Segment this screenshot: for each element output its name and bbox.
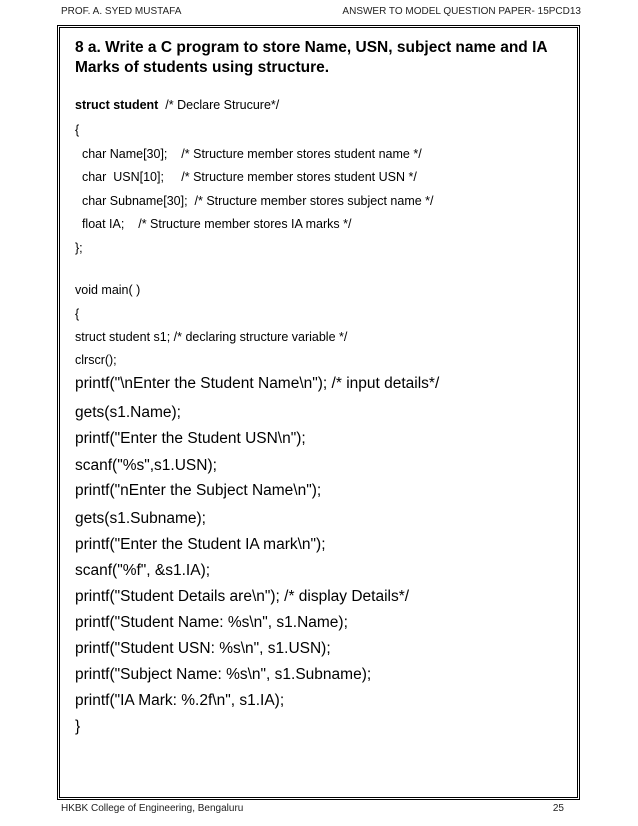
clrscr-call: clrscr(); — [75, 353, 117, 367]
code-line: scanf("%f", &s1.IA); — [75, 562, 211, 579]
struct-comment: /* Declare Strucure*/ — [165, 98, 280, 112]
code-line: gets(s1.Name); — [75, 404, 181, 421]
code-line: scanf("%s",s1.USN); — [75, 457, 217, 474]
footer-institution: HKBK College of Engineering, Bengaluru — [61, 803, 244, 814]
page-number: 25 — [552, 803, 564, 814]
question-title: 8 a. Write a C program to store Name, USN, subject name and IA Marks of students using structure. — [75, 39, 548, 76]
code-line: printf("nEnter the Subject Name\n"); — [75, 482, 322, 499]
code-line: printf("Subject Name: %s\n", s1.Subname); — [75, 666, 372, 683]
code-line: printf("Enter the Student USN\n"); — [75, 430, 306, 447]
header-document-title: ANSWER TO MODEL QUESTION PAPER- 15PCD13 — [342, 6, 581, 17]
struct-declaration-line — [75, 98, 279, 112]
struct-keyword: struct student — [75, 98, 159, 112]
member-subname: char Subname[30]; /* Structure member stores subject name */ — [75, 194, 434, 208]
member-ia: float IA; /* Structure member stores IA marks */ — [75, 217, 352, 231]
header-author: PROF. A. SYED MUSTAFA — [61, 6, 182, 17]
main-signature: void main( ) — [75, 283, 141, 297]
struct-open-brace: { — [75, 123, 80, 137]
member-usn: char USN[10]; /* Structure member stores student USN */ — [75, 170, 417, 184]
member-name: char Name[30]; /* Structure member stores student name */ — [75, 147, 422, 161]
code-line: printf("\nEnter the Student Name\n"); /* input details*/ — [75, 375, 440, 392]
code-line: printf("Student USN: %s\n", s1.USN); — [75, 640, 331, 657]
code-line: printf("Enter the Student IA mark\n"); — [75, 536, 326, 553]
code-line: gets(s1.Subname); — [75, 510, 206, 527]
struct-close-brace: }; — [75, 241, 83, 255]
main-close-brace: } — [75, 718, 81, 735]
code-line: printf("IA Mark: %.2f\n", s1.IA); — [75, 692, 285, 709]
code-line: printf("Student Details are\n"); /* display Details*/ — [75, 588, 410, 605]
struct-variable-declaration: struct student s1; /* declaring structure variable */ — [75, 330, 348, 344]
main-open-brace: { — [75, 307, 80, 321]
code-line: printf("Student Name: %s\n", s1.Name); — [75, 614, 348, 631]
